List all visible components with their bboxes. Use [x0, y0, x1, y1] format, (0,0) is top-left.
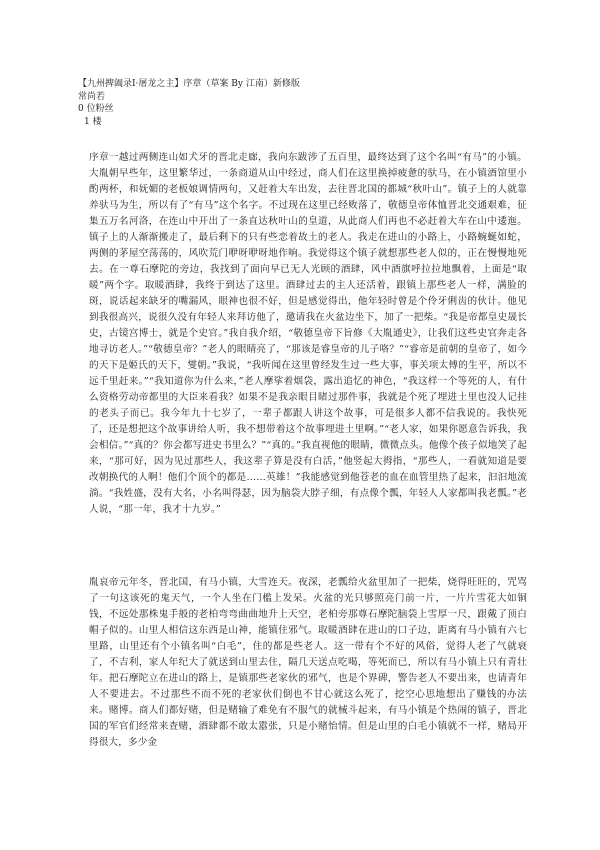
post-title: 【九州捭阖录Ⅰ·屠龙之主】序章（草案 By 江南）新修版 [78, 79, 300, 89]
body-paragraph: 序章一越过两侧连山如犬牙的晋北走廊，我向东跋涉了五百里，最终达到了这个名叫“有马”的小镇。大胤朝早些年，这里繁华过，一条商道从山中经过，商人们在这里换掉疲惫的驮马，在小镇酒馆里小酌两杯，和妩媚的老板娘调情两句，又赶着大车出发，去往晋北国的都城“秋叶山”。镇子上的人就靠养驮马为生，所以有了“有马”这个名字。不过现在这里已经败落了，敬德皇帝体恤晋北交通艰难，征集五万名河洛，在连山中开出了一条直达秋叶山的皇道，从此商人们再也不必赶着大车在山中逶迤。镇子上的人渐渐搬走了，最后剩下的只有些恋着故土的老人。我走在进山的小路上，小路蜿蜒如蛇，两侧的茅屋空荡荡的，风吹荒门咿呀咿呀地作响。我觉得这个镇子就想那些老人似的，正在慢慢地死去。在一尊石摩陀的旁边，我找到了面向早已无人光顾的酒肆，风中酒旗呼拉拉地飘着，上面是“取暖”两个字。取暖酒肆，我终于到达了这里。酒肆过去的主人还活着，跟镇上那些老人一样，满脸的斑，说话起来缺牙的嘴漏风，眼神也很不好，但是感觉得出，他年轻时曾是个伶牙俐齿的伙计。他见到我很高兴，说很久没有年轻人来拜访他了，邀请我在火盆边坐下，加了一把柴。“我是帝都皇史晟长史，古镜宫博士，就是个史官。”我自我介绍，“敬德皇帝下旨修《大胤通史》，让我们这些史官奔走各地寻访老人。”“敬德皇帝？”老人的眼睛亮了，“那该是睿皇帝的儿子咯？”“睿帝是前朝的皇帝了，如今的天下是姬氏的天下，燮朝。”我说，“我听闻在这里曾经发生过一些大事，事关项太傅的生平，所以不远千里赶来。”“我知道你为什么来，”老人摩挲着烟袋，露出追忆的神色，“我这样一个等死的人，有什么资格劳动帝都里的大臣来看我？如果不是我亲眼目睹过那件事，我就是个死了埋进土里也没人记挂的老头子而已。我今年九十七岁了，一辈子都跟人讲这个故事，可是很多人都不信我说的。我快死了，还是想把这个故事讲给人听，我不想带着这个故事埋进土里啊。”“老人家，如果你愿意告诉我，我会相信。”“真的？你会都写进史书里么？”“真的。”我直视他的眼睛，微微点头。他像个孩子似地笑了起来，“那可好，因为见过那些人，我这辈子算是没有白活，”他竖起大拇指，“那些人，一看就知道是要改朝换代的人啊！他们个顶个的都是……英雄！”我能感觉到他苍老的血在血管里热了起来，汩汩地流淌。“我姓盛，没有大名，小名叫得瑟，因为脑袋大脖子细，有点像个瓢，年轻人人家都叫我老瓢。”老人说，“那一年，我才十九岁。” [89, 152, 527, 515]
fan-count: 0 位粉丝 [78, 104, 114, 115]
floor-label: 1 楼 [84, 116, 102, 127]
author-name[interactable]: 常尚若 [78, 91, 106, 102]
body-paragraph: 胤哀帝元年冬，晋北国，有马小镇，大雪连天。夜深，老瓢给火盆里加了一把柴，烧得旺旺的，咒骂了一句这该死的鬼天气，一个人坐在门槛上发呆。火盆的光只够照亮门前一片，一片片雪花大如铜钱，不远处那株鬼手般的老柏弯弯曲曲地升上天空，老柏旁那尊石摩陀脑袋上雪厚一尺，跟戴了顶白帽子似的。山里人相信这东西是山神，能镇住邪气。取暖酒肆在进山的口子边，距离有马小镇有六七里路，山里还有个小镇名叫“白毛”，住的都是些老人。这一带有个不好的风俗，觉得人老了气就衰了，不吉利，家人年纪大了就送到山里去住，隔几天送点吃喝，等死而已，所以有马小镇上只有青壮年。把石摩陀立在进山的路上，是镇那些老家伙的邪气，也是个界碑，警告老人不要出来，也请青年人不要进去。不过那些不而不死的老家伙们倒也不甘心就这么死了，挖空心思地想出了赚钱的办法来。赌博。商人们都好赌，但是赌输了难免有不服气的就械斗起来，有马小镇是个热闹的镇子，晋北国的军官们经常来查赌，酒肆都不敢太嚣张，只是小赌怡情。但是山里的白毛小镇就不一样，赌局开得很大，多少金 [89, 577, 527, 748]
post-header [78, 78, 538, 128]
